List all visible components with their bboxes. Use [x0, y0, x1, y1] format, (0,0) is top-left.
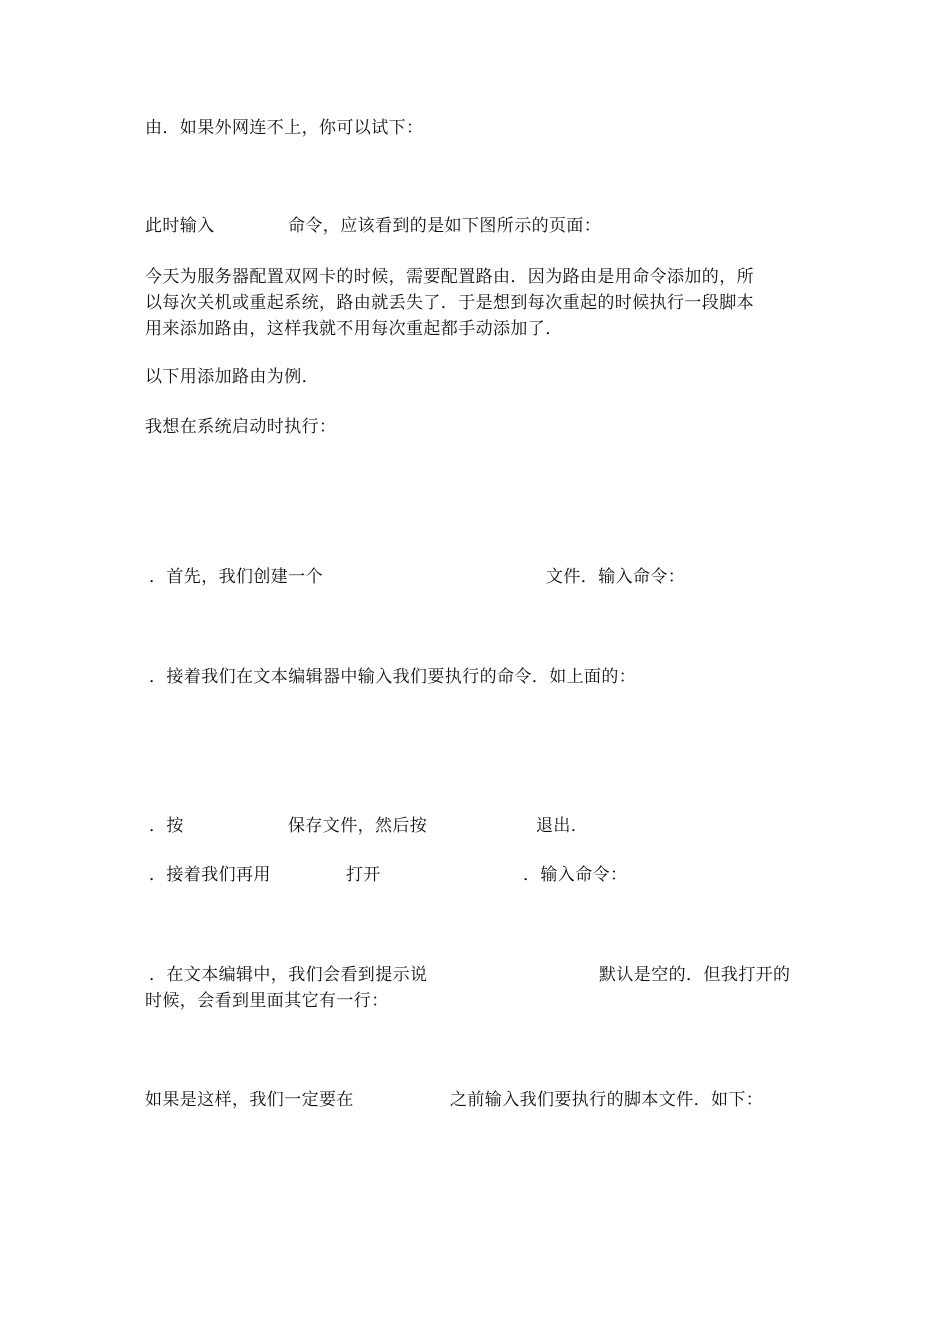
text-line: 今天为服务器配置双网卡的时候，需要配置路由．因为路由是用命令添加的，所 — [145, 267, 754, 287]
text-segment: 文件．输入命令： — [546, 567, 686, 587]
text-segment: 如果是这样，我们一定要在 — [145, 1090, 354, 1110]
text-segment: ．按 — [149, 816, 184, 836]
text-segment: 默认是空的．但我打开的 — [599, 965, 791, 985]
text-line: ．接着我们在文本编辑器中输入我们要执行的命令．如上面的： — [149, 667, 637, 687]
paragraph-dual-nic-line-3 — [145, 316, 563, 342]
text-segment: 退出． — [536, 816, 589, 836]
text-segment: 命令，应该看到的是如下图所示的页面： — [288, 216, 602, 236]
text-segment: ．首先，我们创建一个 — [149, 567, 323, 587]
text-segment: ．在文本编辑中，我们会看到提示说 — [149, 965, 428, 985]
text-line: 我想在系统启动时执行： — [145, 417, 337, 437]
paragraph-route-intro — [145, 115, 423, 141]
text-segment: ．接着我们再用 — [149, 865, 271, 885]
text-segment: 打开 — [346, 865, 381, 885]
text-line: 以每次关机或重起系统，路由就丢失了．于是想到每次重起的时候执行一段脚本 — [145, 293, 754, 313]
text-line: 时候，会看到里面其它有一行： — [145, 991, 389, 1011]
text-line: 以下用添加路由为例． — [145, 367, 319, 387]
paragraph-startup — [145, 414, 336, 440]
paragraph-dual-nic-line-2 — [145, 290, 754, 316]
text-line: 由．如果外网连不上，你可以试下： — [145, 118, 424, 138]
paragraph-example — [145, 364, 319, 390]
step-5-line-2 — [145, 988, 389, 1014]
text-segment: 此时输入 — [145, 216, 215, 236]
paragraph-dual-nic-line-1 — [145, 264, 754, 290]
text-line: 用来添加路由，这样我就不用每次重起都手动添加了． — [145, 319, 563, 339]
text-segment: ．输入命令： — [523, 865, 628, 885]
text-segment: 保存文件，然后按 — [288, 816, 428, 836]
text-segment: 之前输入我们要执行的脚本文件．如下： — [450, 1090, 764, 1110]
